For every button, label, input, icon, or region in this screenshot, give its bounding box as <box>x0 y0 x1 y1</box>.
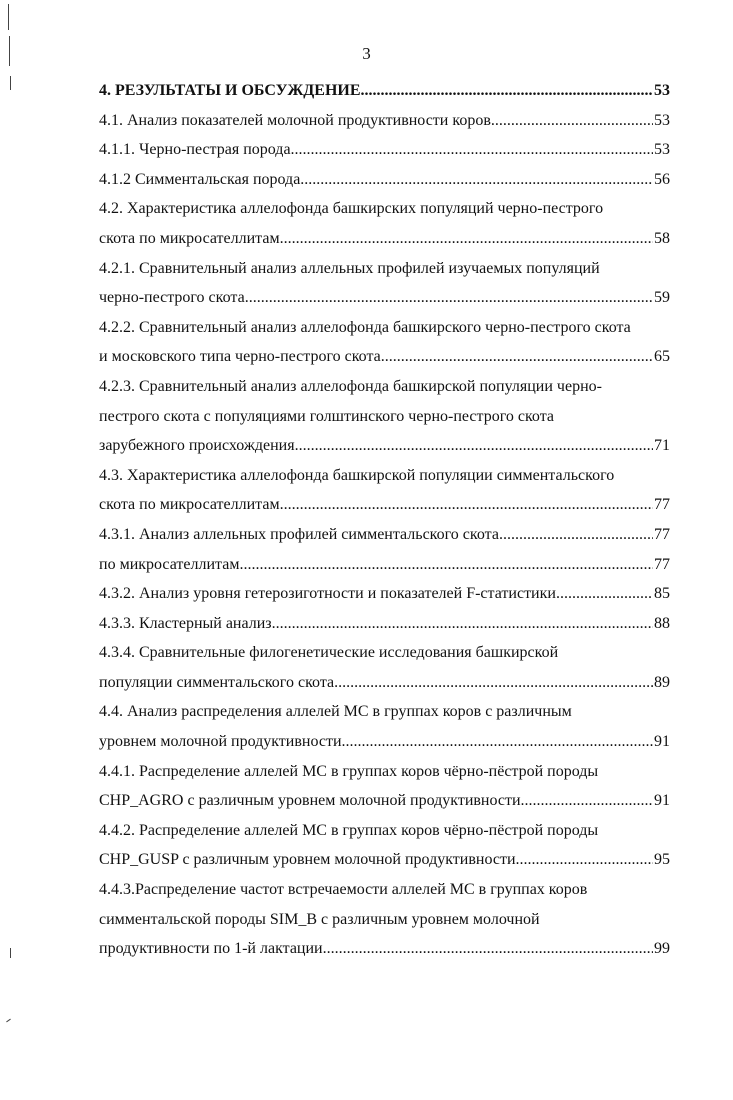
dot-leader <box>300 165 653 195</box>
toc-line <box>99 402 670 432</box>
toc-page-number: 77 <box>654 525 670 543</box>
toc-entry-text: CHP_GUSP с различным уровнем молочной продуктивности <box>99 851 516 869</box>
toc-line <box>99 194 670 224</box>
toc-page-number: 77 <box>654 555 670 573</box>
toc-page-number: 91 <box>654 792 670 810</box>
toc-line <box>99 490 670 520</box>
toc-line <box>99 283 670 313</box>
toc-page-number: 85 <box>654 585 670 603</box>
toc-line <box>99 875 670 905</box>
toc-entry-text: и московского типа черно-пестрого скота <box>99 348 381 366</box>
dot-leader <box>323 934 653 964</box>
toc-entry-text: по микросателлитам <box>99 555 240 573</box>
toc-entry-text: 4.2. Характеристика аллелофонда башкирских популяций черно-пестрого <box>99 200 604 218</box>
toc-page-number: 88 <box>654 614 670 632</box>
toc-page-number: 91 <box>654 733 670 751</box>
toc-line <box>99 76 670 106</box>
toc-entry-text: CHP_AGRO с различным уровнем молочной продуктивности <box>99 792 521 810</box>
toc-line <box>99 609 670 639</box>
dot-leader <box>295 431 653 461</box>
table-of-contents <box>99 76 670 964</box>
toc-line <box>99 431 670 461</box>
scan-artifact <box>6 1019 11 1023</box>
dot-leader <box>342 727 653 757</box>
dot-leader <box>499 520 653 550</box>
toc-entry-text: уровнем молочной продуктивности <box>99 733 342 751</box>
dot-leader <box>280 490 653 520</box>
toc-entry-text: 4.4.1. Распределение аллелей МС в группах коров чёрно-пёстрой породы <box>99 762 599 780</box>
toc-line <box>99 313 670 343</box>
toc-line <box>99 550 670 580</box>
toc-line <box>99 905 670 935</box>
toc-entry-text: 4.1.1. Черно-пестрая порода <box>99 141 291 159</box>
toc-entry-text: популяции симментальского скота <box>99 673 335 691</box>
toc-page-number: 53 <box>654 141 670 159</box>
toc-entry-text: продуктивности по 1-й лактации <box>99 940 323 958</box>
toc-entry-text: черно-пестрого скота <box>99 289 245 307</box>
toc-line <box>99 461 670 491</box>
toc-page-number: 89 <box>654 673 670 691</box>
dot-leader <box>334 668 653 698</box>
toc-entry-text: 4.2.2. Сравнительный анализ аллелофонда башкирского черно-пестрого скота <box>99 318 631 336</box>
scan-artifact <box>8 4 9 30</box>
toc-entry-text: зарубежного происхождения <box>99 437 295 455</box>
toc-entry-text: скота по микросателлитам <box>99 229 280 247</box>
toc-entry-text: 4.2.3. Сравнительный анализ аллелофонда башкирской популяции черно- <box>99 377 602 395</box>
scan-artifact <box>10 948 11 958</box>
toc-entry-text: 4.3.2. Анализ уровня гетерозиготности и показателей F-статистики <box>99 585 556 603</box>
toc-line <box>99 135 670 165</box>
dot-leader <box>272 609 653 639</box>
toc-page-number: 53 <box>654 111 670 129</box>
toc-page-number: 99 <box>654 940 670 958</box>
toc-entry-text: 4.3.4. Сравнительные филогенетические исследования башкирской <box>99 644 559 662</box>
toc-line <box>99 786 670 816</box>
toc-line <box>99 165 670 195</box>
dot-leader <box>491 106 653 136</box>
toc-line <box>99 224 670 254</box>
toc-entry-text: 4.3. Характеристика аллелофонда башкирской популяции симментальского <box>99 466 615 484</box>
toc-line <box>99 372 670 402</box>
toc-page-number: 77 <box>654 496 670 514</box>
toc-page-number: 56 <box>654 170 670 188</box>
scan-artifact <box>10 76 11 90</box>
toc-line <box>99 934 670 964</box>
toc-entry-text: 4.3.3. Кластерный анализ <box>99 614 272 632</box>
dot-leader <box>361 76 653 106</box>
toc-line <box>99 342 670 372</box>
toc-page-number: 53 <box>654 82 670 99</box>
toc-line <box>99 816 670 846</box>
toc-entry-text: 4.4. Анализ распределения аллелей МС в группах коров с различным <box>99 703 572 721</box>
toc-entry-text: 4.1. Анализ показателей молочной продуктивности коров <box>99 111 491 129</box>
dot-leader <box>521 786 653 816</box>
dot-leader <box>280 224 653 254</box>
toc-line <box>99 106 670 136</box>
toc-line <box>99 668 670 698</box>
toc-line <box>99 520 670 550</box>
page-number: 3 <box>362 44 371 63</box>
scan-artifact <box>9 36 10 66</box>
toc-entry-text: 4.1.2 Симментальская порода <box>99 170 301 188</box>
dot-leader <box>556 579 653 609</box>
toc-entry-text: 4.3.1. Анализ аллельных профилей симментальского скота <box>99 525 499 543</box>
toc-entry-text: симментальской породы SIM_B с различным уровнем молочной <box>99 910 540 928</box>
toc-page-number: 95 <box>654 851 670 869</box>
toc-page-number: 71 <box>654 437 670 455</box>
toc-line <box>99 254 670 284</box>
toc-entry-text: скота по микросателлитам <box>99 496 280 514</box>
toc-page-number: 59 <box>654 289 670 307</box>
dot-leader <box>291 135 653 165</box>
toc-entry-text: 4.4.3.Распределение частот встречаемости аллелей МС в группах коров <box>99 881 588 899</box>
toc-page-number: 58 <box>654 229 670 247</box>
toc-page-number: 65 <box>654 348 670 366</box>
dot-leader <box>381 342 653 372</box>
toc-line <box>99 845 670 875</box>
toc-entry-text: 4.2.1. Сравнительный анализ аллельных профилей изучаемых популяций <box>99 259 600 277</box>
toc-line <box>99 727 670 757</box>
toc-line <box>99 638 670 668</box>
toc-line <box>99 757 670 787</box>
toc-entry-text: 4.4.2. Распределение аллелей МС в группах коров чёрно-пёстрой породы <box>99 821 599 839</box>
toc-line <box>99 579 670 609</box>
dot-leader <box>245 283 653 313</box>
toc-line <box>99 697 670 727</box>
toc-entry-text: 4. РЕЗУЛЬТАТЫ И ОБСУЖДЕНИЕ <box>99 82 361 99</box>
toc-entry-text: пестрого скота с популяциями голштинского черно-пестрого скота <box>99 407 554 425</box>
dot-leader <box>516 845 653 875</box>
dot-leader <box>239 550 653 580</box>
